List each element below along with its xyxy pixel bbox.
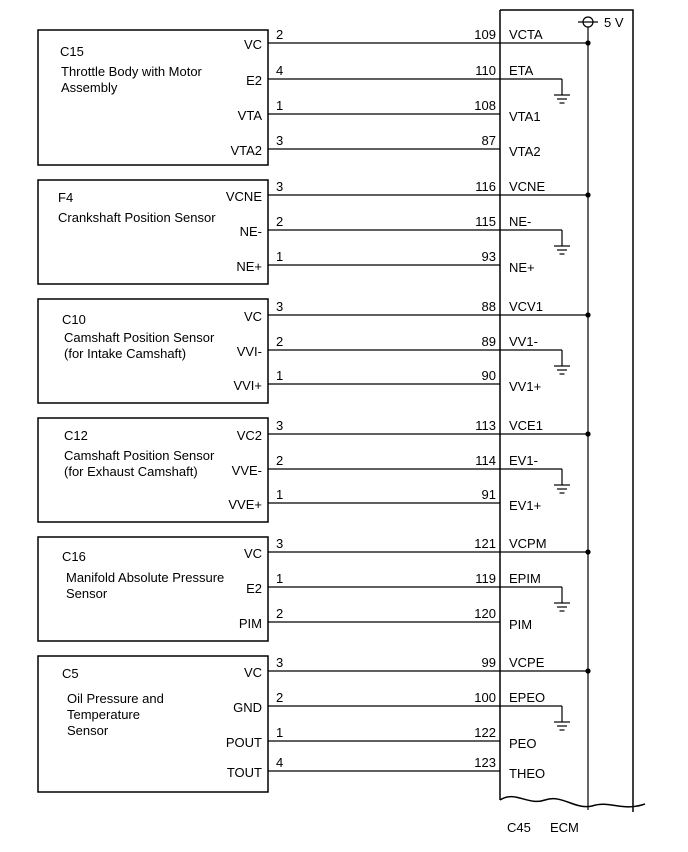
ecm-pin-number: 122 bbox=[474, 725, 496, 740]
sensor-terminal-label: VC bbox=[243, 37, 262, 52]
ecm-connector-code: C45 bbox=[507, 820, 531, 835]
supply-label: 5 V bbox=[604, 15, 624, 30]
ecm-pin-number: 87 bbox=[481, 133, 496, 148]
supply-symbol bbox=[578, 17, 598, 27]
sensor-terminal-label: VC bbox=[243, 309, 262, 324]
ecm-terminal-label: EV1+ bbox=[509, 498, 542, 513]
ecm-terminal-label: VCNE bbox=[509, 179, 546, 194]
ecm-terminal-label: VV1+ bbox=[509, 379, 542, 394]
circuit-ev1- bbox=[268, 453, 570, 493]
circuit-vcpm bbox=[268, 536, 591, 555]
circuit-pim bbox=[268, 606, 532, 632]
ecm-pin-number: 123 bbox=[474, 755, 496, 770]
sensor-pin-number: 3 bbox=[276, 299, 284, 314]
sensor-pin-number: 1 bbox=[276, 98, 284, 113]
ground-icon bbox=[554, 230, 570, 254]
ecm-pin-number: 116 bbox=[475, 179, 496, 194]
circuit-ne- bbox=[268, 249, 535, 275]
sensor-terminal-label: VC2 bbox=[236, 428, 262, 443]
ecm-pin-number: 120 bbox=[474, 606, 496, 621]
ecm-terminal-label: NE- bbox=[509, 214, 532, 229]
sensor-pin-number: 1 bbox=[276, 571, 284, 586]
ecm-pin-number: 99 bbox=[481, 655, 496, 670]
ecm-name: ECM bbox=[550, 820, 579, 835]
sensor-name-line: (for Intake Camshaft) bbox=[64, 346, 187, 361]
ecm-terminal-label: EPEO bbox=[509, 690, 546, 705]
sensor-pin-number: 3 bbox=[276, 655, 284, 670]
ground-icon bbox=[554, 706, 570, 730]
sensor-terminal-label: VVE+ bbox=[228, 497, 262, 512]
ecm-pin-number: 91 bbox=[481, 487, 496, 502]
sensor-terminal-label: VCNE bbox=[225, 189, 262, 204]
sensor-pin-number: 1 bbox=[276, 725, 284, 740]
circuit-vcne bbox=[268, 179, 591, 198]
sensor-name-line: Sensor bbox=[66, 586, 108, 601]
circuit-theo bbox=[268, 755, 545, 781]
sensor-pin-number: 2 bbox=[276, 453, 284, 468]
ecm-terminal-label: VV1- bbox=[509, 334, 538, 349]
sensor-pin-number: 3 bbox=[276, 536, 284, 551]
sensor-terminal-label: E2 bbox=[246, 73, 262, 88]
ecm-pin-number: 90 bbox=[481, 368, 496, 383]
sensor-name-line: Manifold Absolute Pressure bbox=[66, 570, 225, 585]
sensor-pin-number: 2 bbox=[276, 27, 284, 42]
sensor-terminal-label: POUT bbox=[225, 735, 262, 750]
circuit-vcpe bbox=[268, 655, 591, 674]
sensor-name-line: Camshaft Position Sensor bbox=[64, 330, 215, 345]
circuit-eta bbox=[268, 63, 570, 103]
sensor-pin-number: 3 bbox=[276, 133, 284, 148]
sensor-boxes-layer bbox=[38, 30, 268, 792]
ecm-terminal-label: PIM bbox=[509, 617, 533, 632]
ecm-pin-number: 121 bbox=[474, 536, 496, 551]
sensor-terminal-label: VTA bbox=[237, 108, 262, 123]
sensor-name-line: Oil Pressure and bbox=[67, 691, 164, 706]
sensor-terminal-label: TOUT bbox=[226, 765, 262, 780]
sensor-pin-number: 4 bbox=[276, 63, 284, 78]
sensor-name-line: Assembly bbox=[61, 80, 118, 95]
sensor-code: F4 bbox=[58, 190, 74, 205]
sensor-terminal-label: NE- bbox=[239, 224, 262, 239]
ecm-terminal-label: PEO bbox=[509, 736, 537, 751]
sensor-c16 bbox=[38, 537, 268, 641]
sensor-terminal-label: NE+ bbox=[236, 259, 262, 274]
ecm-terminal-label: ETA bbox=[509, 63, 534, 78]
sensor-terminal-label: GND bbox=[233, 700, 262, 715]
ecm-pin-number: 109 bbox=[474, 27, 496, 42]
ecm-pin-number: 100 bbox=[474, 690, 496, 705]
sensor-pin-number: 1 bbox=[276, 249, 284, 264]
circuit-peo bbox=[268, 725, 536, 751]
sensor-pin-number: 1 bbox=[276, 487, 284, 502]
circuit-vcv1 bbox=[268, 299, 591, 318]
wires-layer bbox=[268, 27, 591, 781]
sensor-name-line: Temperature bbox=[67, 707, 140, 722]
ecm-terminal-label: NE+ bbox=[509, 260, 535, 275]
ecm-terminal-label: VTA1 bbox=[509, 109, 541, 124]
circuit-epim bbox=[268, 571, 570, 611]
sensor-terminal-label: PIM bbox=[238, 616, 262, 631]
sensor-code: C16 bbox=[62, 549, 86, 564]
ecm-pin-number: 115 bbox=[475, 214, 496, 229]
ecm-pin-number: 88 bbox=[481, 299, 496, 314]
sensor-code: C15 bbox=[60, 44, 84, 59]
sensor-code: C5 bbox=[62, 666, 79, 681]
ecm-terminal-label: EV1- bbox=[509, 453, 538, 468]
sensor-c5 bbox=[38, 656, 268, 792]
ecm-terminal-label: VCE1 bbox=[509, 418, 543, 433]
sensor-terminal-label: VC bbox=[243, 665, 262, 680]
ground-icon bbox=[554, 469, 570, 493]
ecm-terminal-label: THEO bbox=[509, 766, 546, 781]
ecm-pin-number: 108 bbox=[474, 98, 496, 113]
sensor-name-line: (for Exhaust Camshaft) bbox=[64, 464, 198, 479]
sensor-f4 bbox=[38, 180, 268, 284]
sensor-code: C12 bbox=[64, 428, 88, 443]
circuit-vcta bbox=[268, 27, 591, 46]
circuit-epeo bbox=[268, 690, 570, 730]
ground-icon bbox=[554, 79, 570, 103]
sensor-name-line: Throttle Body with Motor bbox=[61, 64, 202, 79]
ground-icon bbox=[554, 350, 570, 374]
sensor-name-line: Camshaft Position Sensor bbox=[64, 448, 215, 463]
circuit-ne- bbox=[268, 214, 570, 254]
ecm-terminal-label: VCTA bbox=[509, 27, 543, 42]
ecm-pin-number: 89 bbox=[481, 334, 496, 349]
ecm-terminal-label: VTA2 bbox=[509, 144, 541, 159]
sensor-terminal-label: VVE- bbox=[231, 463, 262, 478]
ground-icon bbox=[554, 587, 570, 611]
ecm-pin-number: 114 bbox=[475, 453, 496, 468]
sensor-name-line: Crankshaft Position Sensor bbox=[58, 210, 216, 225]
sensor-pin-number: 2 bbox=[276, 214, 284, 229]
sensor-pin-number: 3 bbox=[276, 418, 284, 433]
ecm-tear-edge bbox=[500, 797, 645, 807]
sensor-terminal-label: VVI- bbox=[236, 344, 262, 359]
ecm-pin-number: 119 bbox=[475, 571, 496, 586]
sensor-c12 bbox=[38, 418, 268, 522]
sensor-pin-number: 3 bbox=[276, 179, 284, 194]
ecm-terminal-label: VCPM bbox=[509, 536, 547, 551]
sensor-code: C10 bbox=[62, 312, 86, 327]
sensor-terminal-label: E2 bbox=[246, 581, 262, 596]
ecm-terminal-label: VCPE bbox=[509, 655, 545, 670]
sensor-pin-number: 4 bbox=[276, 755, 284, 770]
ecm-pin-number: 93 bbox=[481, 249, 496, 264]
sensor-terminal-label: VC bbox=[243, 546, 262, 561]
ecm-terminal-label: VCV1 bbox=[509, 299, 543, 314]
ecm-terminal-label: EPIM bbox=[509, 571, 541, 586]
circuit-vce1 bbox=[268, 418, 591, 437]
sensor-terminal-label: VVI+ bbox=[233, 378, 262, 393]
circuit-vv1- bbox=[268, 334, 570, 374]
sensor-pin-number: 2 bbox=[276, 606, 284, 621]
sensor-c10 bbox=[38, 299, 268, 403]
sensor-name-line: Sensor bbox=[67, 723, 109, 738]
sensor-c15 bbox=[38, 30, 268, 165]
sensor-pin-number: 2 bbox=[276, 690, 284, 705]
sensor-pin-number: 2 bbox=[276, 334, 284, 349]
sensor-terminal-label: VTA2 bbox=[230, 143, 262, 158]
ecm-pin-number: 113 bbox=[475, 418, 496, 433]
sensor-pin-number: 1 bbox=[276, 368, 284, 383]
ecm-pin-number: 110 bbox=[475, 63, 496, 78]
